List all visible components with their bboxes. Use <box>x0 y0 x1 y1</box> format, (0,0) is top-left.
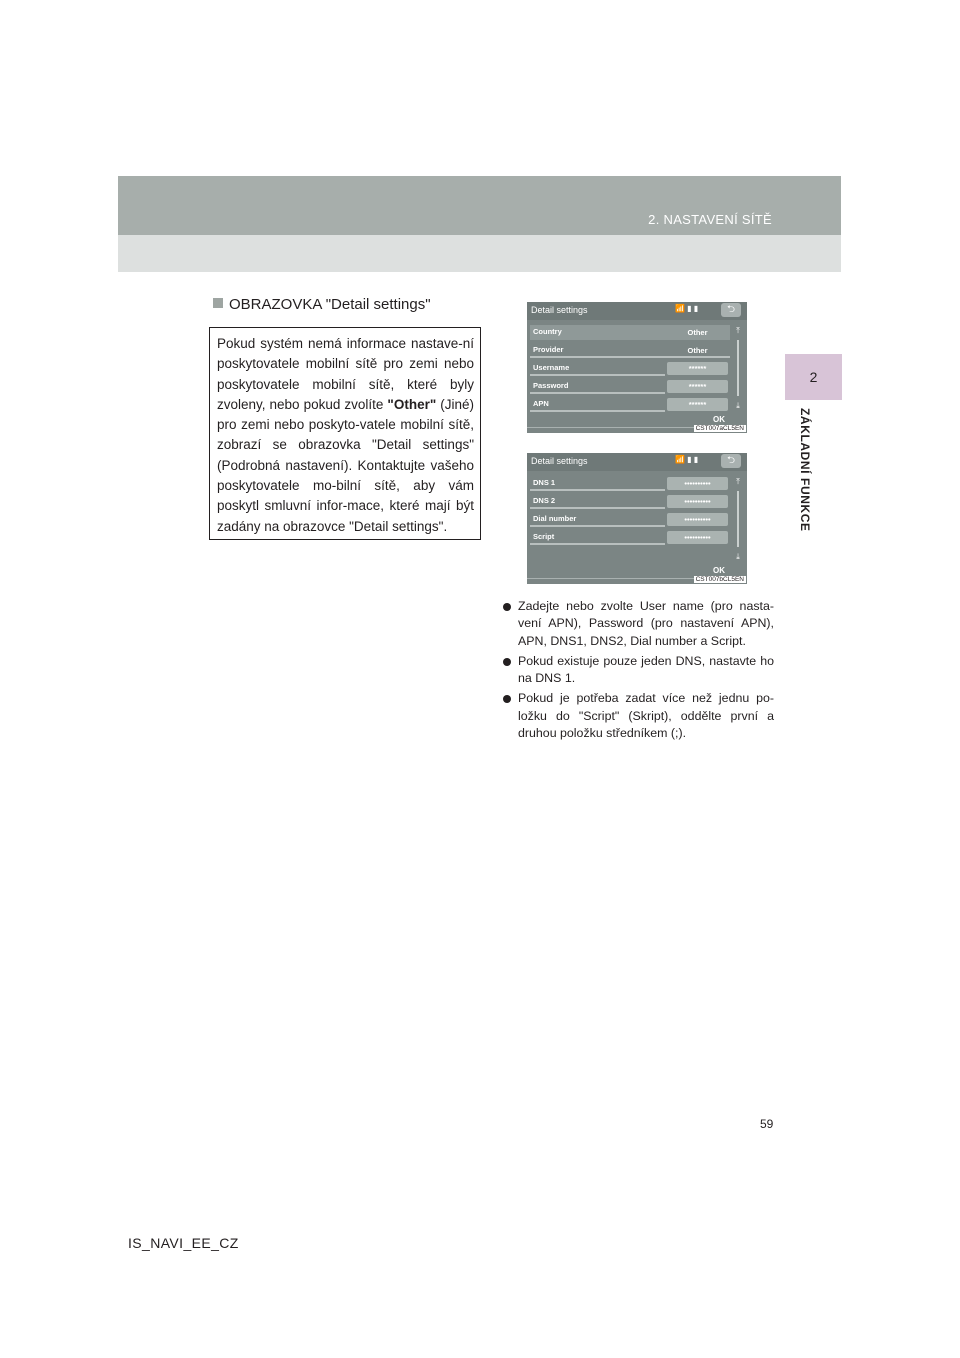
scroll-up-icon[interactable]: ⤒ <box>736 326 740 335</box>
setting-label: DNS 1 <box>533 478 556 487</box>
setting-value: Other <box>687 346 708 355</box>
image-code: CST007aCL5EN <box>695 425 744 432</box>
info-box <box>209 327 481 540</box>
setting-label: Username <box>533 363 570 372</box>
screenshot-detail-settings-1 <box>527 302 747 433</box>
ok-button[interactable]: OK <box>713 566 725 575</box>
info-text-after: (Jiné) pro zemi nebo poskyto-vatele mobilní sítě, zobrazí se obrazovka "Detail settings" (Podrobná nastavení). Kontaktujte vašeho poskytovatele mo-bilní sítě, aby vám poskytl smluvní infor-mace, které mají být zadány na obrazovce "Detail settings". <box>217 396 475 534</box>
row-underline <box>530 489 665 491</box>
setting-label: Provider <box>533 345 564 354</box>
scroll-up-icon[interactable]: ⤒ <box>736 477 740 486</box>
row-underline <box>530 374 665 376</box>
setting-value: ****** <box>667 380 728 393</box>
setting-row-script[interactable] <box>530 530 730 545</box>
chapter-tab <box>785 354 842 400</box>
scroll-track <box>737 340 739 396</box>
scroll-down-icon[interactable]: ⤓ <box>736 401 740 410</box>
chapter-number: 2 <box>809 369 818 385</box>
setting-value: ****** <box>667 398 728 411</box>
setting-value: •••••••••• <box>667 513 728 526</box>
scroll-track <box>737 491 739 547</box>
ok-button[interactable]: OK <box>713 415 725 424</box>
bullet-text: Zadejte nebo zvolte User name (pro nasta-vení APN), Password (pro nastavení APN), APN, DNS1, DNS2, Dial number a Script. <box>518 599 774 648</box>
setting-value: •••••••••• <box>667 495 728 508</box>
scrollbar[interactable] <box>733 477 743 561</box>
bullet-item <box>503 653 774 688</box>
setting-row-dial-number[interactable] <box>530 512 730 527</box>
bullet-item <box>503 598 774 650</box>
setting-label: Dial number <box>533 514 577 523</box>
document-code: IS_NAVI_EE_CZ <box>128 1235 239 1251</box>
section-title <box>213 296 431 313</box>
setting-row-provider[interactable] <box>530 343 730 358</box>
bullet-text: Pokud je potřeba zadat více než jednu po-ložku do "Script" (Skript), oddělte první a druhou položku středníkem (;). <box>518 691 774 741</box>
setting-row-apn[interactable] <box>530 397 730 412</box>
scrollbar[interactable] <box>733 326 743 410</box>
screenshot-detail-settings-2 <box>527 453 747 584</box>
setting-label: Password <box>533 381 569 390</box>
chapter-tab-label: ZÁKLADNÍ FUNKCE <box>798 408 812 532</box>
status-icons: 📶 ▮ ▮ <box>675 304 699 313</box>
back-icon[interactable]: ⮌ <box>721 454 741 468</box>
screen-title: Detail settings <box>531 305 588 315</box>
setting-row-password[interactable] <box>530 379 730 394</box>
bullet-item <box>503 690 774 742</box>
setting-value: •••••••••• <box>667 531 728 544</box>
status-icons: 📶 ▮ ▮ <box>675 455 699 464</box>
row-underline <box>530 410 665 412</box>
scroll-down-icon[interactable]: ⤓ <box>736 552 740 561</box>
bottom-divider <box>527 427 713 428</box>
setting-label: APN <box>533 399 549 408</box>
row-underline <box>530 525 665 527</box>
setting-label: Country <box>533 327 562 336</box>
page-number: 59 <box>760 1117 774 1131</box>
row-underline <box>530 392 665 394</box>
setting-value: •••••••••• <box>667 477 728 490</box>
setting-row-username[interactable] <box>530 361 730 376</box>
bullet-list <box>503 598 774 745</box>
bullet-text: Pokud existuje pouze jeden DNS, nastavte ho na DNS 1. <box>518 653 774 686</box>
setting-label: DNS 2 <box>533 496 556 505</box>
info-text-before: Pokud systém nemá informace nastave-ní poskytovatele mobilní sítě pro zemi nebo poskytovatele mobilní sítě, které byly zvoleny, nebo pokud zvolíte <box>217 336 474 412</box>
row-underline <box>530 543 665 545</box>
setting-row-dns1[interactable] <box>530 476 730 491</box>
setting-value: Other <box>687 328 708 337</box>
image-code: CST007bCL5EN <box>695 576 744 583</box>
setting-row-country[interactable] <box>530 325 730 340</box>
bottom-divider <box>527 578 713 579</box>
header-subband <box>118 235 841 272</box>
screen-title: Detail settings <box>531 456 588 466</box>
chapter-title: 2. NASTAVENÍ SÍTĚ <box>648 212 772 227</box>
row-underline <box>530 507 665 509</box>
bullet-icon <box>503 603 511 611</box>
bullet-icon <box>503 695 511 703</box>
setting-label: Script <box>533 532 555 541</box>
info-text-bold: "Other" <box>387 396 437 412</box>
setting-value: ****** <box>667 362 728 375</box>
setting-row-dns2[interactable] <box>530 494 730 509</box>
section-title-text: OBRAZOVKA "Detail settings" <box>229 296 431 313</box>
bullet-icon <box>503 658 511 666</box>
back-icon[interactable]: ⮌ <box>721 303 741 317</box>
square-bullet-icon <box>213 298 223 308</box>
